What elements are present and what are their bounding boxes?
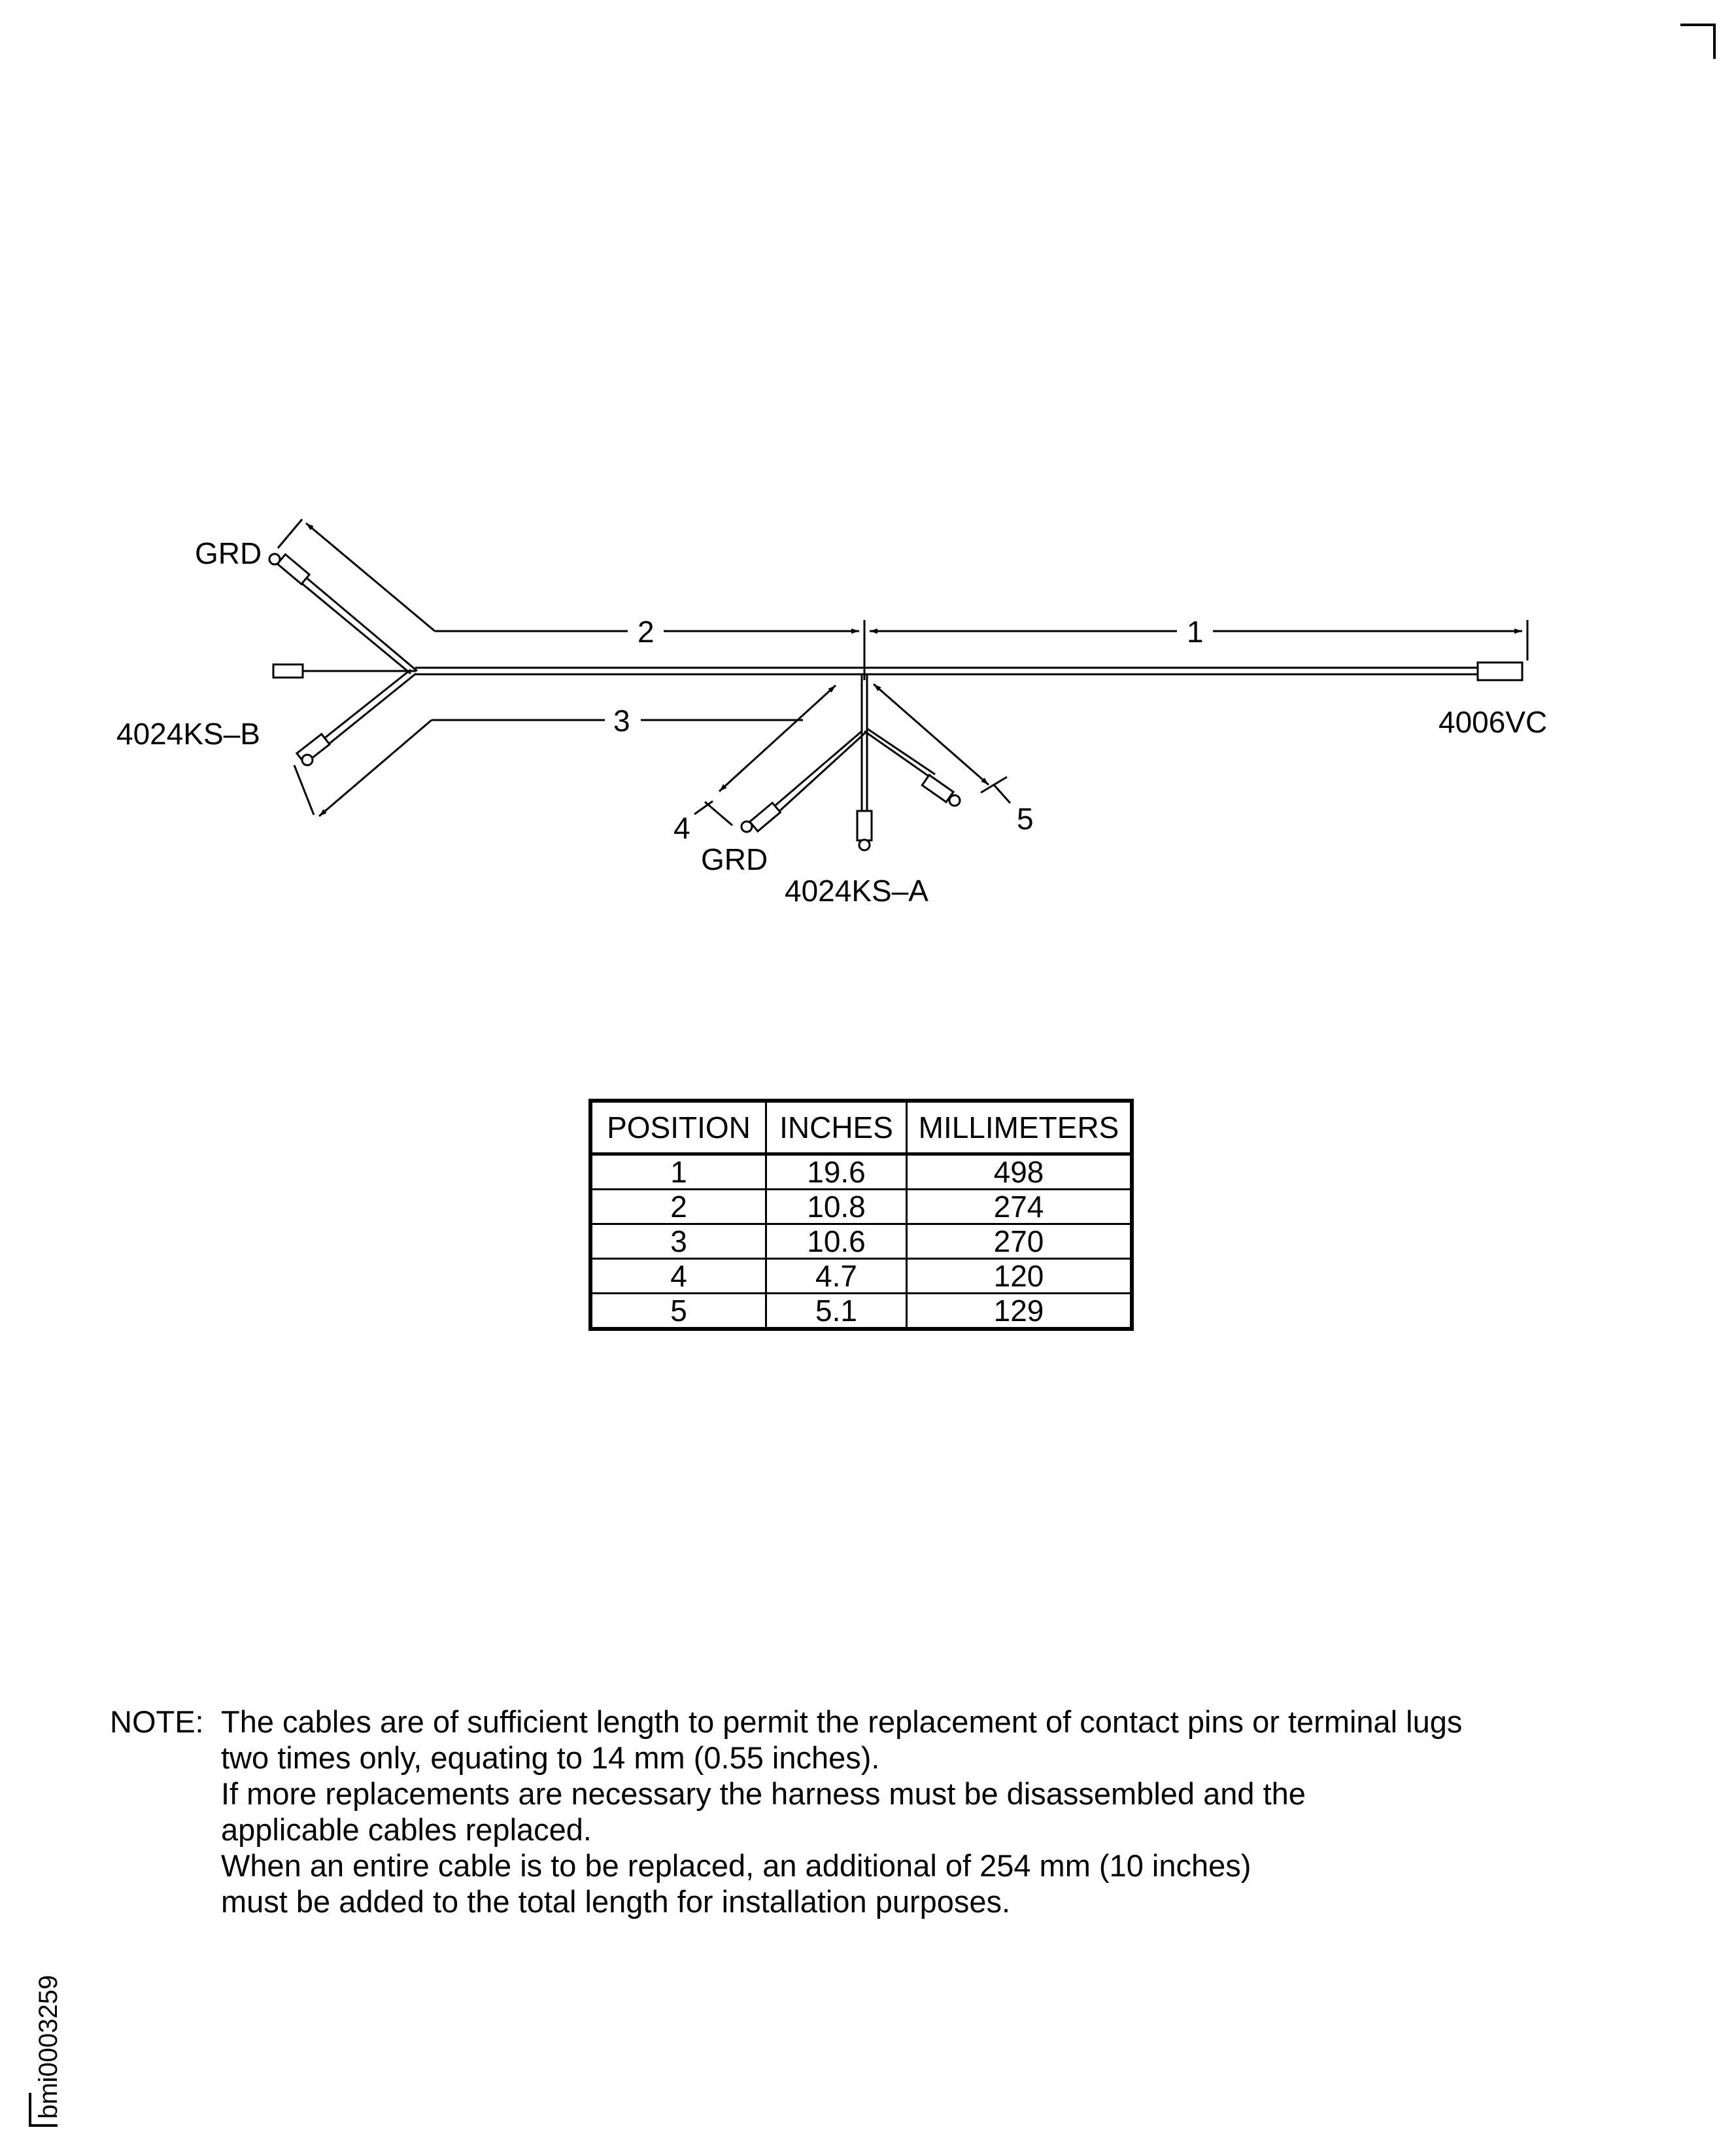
cell-position: 2 [590,1190,766,1224]
grd-bottom-lug [741,821,752,832]
cell-position: 1 [590,1154,766,1190]
dimension-number-2: 2 [638,615,655,649]
table-row [590,1154,1132,1190]
note-line: applicable cables replaced. [221,1812,592,1847]
cell-millimeters: 498 [907,1154,1132,1190]
header-inches: INCHES [766,1101,907,1154]
note-line: The cables are of sufficient length to permit the replacement of contact pins or terminal lugs [221,1704,1463,1739]
note-line: two times only, equating to 14 mm (0.55 inches). [221,1740,880,1775]
installation-note [110,1704,1614,1919]
header-millimeters: MILLIMETERS [907,1101,1132,1154]
table-row [590,1224,1132,1259]
dim5-lug [949,795,960,806]
cell-position: 5 [590,1294,766,1330]
cell-inches: 4.7 [766,1259,907,1294]
dimensions-table [588,1099,1134,1331]
connector-4006vc [1478,663,1522,680]
label-grd-top: GRD [195,536,262,570]
dimension-number-3: 3 [613,704,630,738]
lower-branch-cables [765,674,935,819]
label-grd-bottom: GRD [701,842,768,876]
cell-millimeters: 120 [907,1259,1132,1294]
connector-dim5 [922,775,953,802]
left-branch-cables [292,570,417,751]
connector-4024ks-a [857,811,872,840]
document-id: bmi0003259 [34,1974,63,2119]
header-position: POSITION [590,1101,766,1154]
table-row [590,1190,1132,1224]
label-4006vc: 4006VC [1438,705,1548,739]
cell-millimeters: 274 [907,1190,1132,1224]
label-4024ks-a: 4024KS–A [785,874,928,908]
main-trunk-cable [415,668,1478,674]
grd-top-lug [269,554,280,564]
note-line: If more replacements are necessary the harness must be disassembled and the [221,1776,1306,1811]
cell-position: 4 [590,1259,766,1294]
note-line: must be added to the total length for installation purposes. [221,1884,1011,1919]
connector-grd-bottom [750,803,781,831]
connector-grd-top [277,555,309,584]
cell-inches: 19.6 [766,1154,907,1190]
table-header-row [590,1101,1132,1154]
cell-millimeters: 129 [907,1294,1132,1330]
dimension-number-5: 5 [1017,802,1034,836]
connector-b-lug [302,755,313,765]
cell-millimeters: 270 [907,1224,1132,1259]
table-row [590,1259,1132,1294]
dimension-number-4: 4 [673,811,690,845]
note-heading: NOTE: [110,1704,204,1739]
cell-inches: 10.8 [766,1190,907,1224]
table-row [590,1294,1132,1330]
cell-inches: 10.6 [766,1224,907,1259]
cell-inches: 5.1 [766,1294,907,1330]
connector-a-lug [859,840,870,850]
note-line: When an entire cable is to be replaced, an additional of 254 mm (10 inches) [221,1848,1251,1883]
cell-position: 3 [590,1224,766,1259]
dimension-number-1: 1 [1187,615,1204,649]
dimension-lines [278,519,1527,825]
connector-4024ks-b-pin [273,664,303,678]
label-4024ks-b: 4024KS–B [116,717,260,751]
